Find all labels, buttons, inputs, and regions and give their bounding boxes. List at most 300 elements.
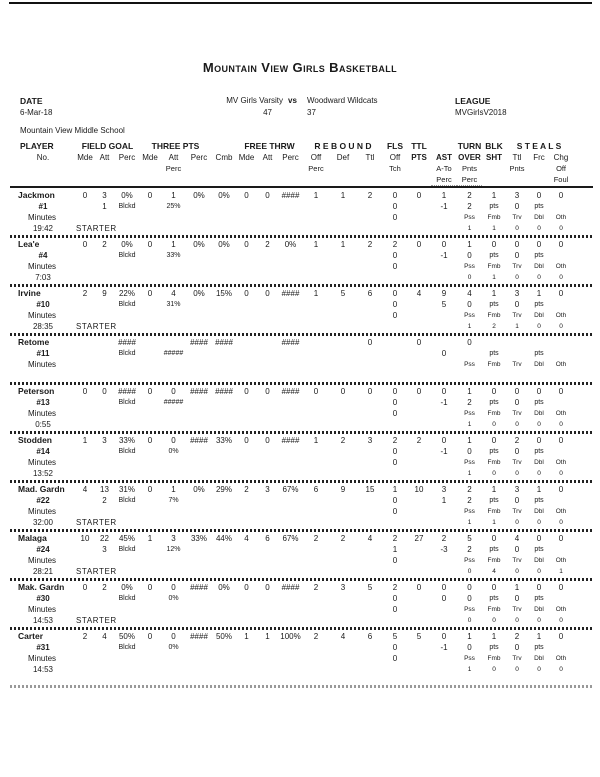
turnover-kind-label: Dbl [534, 459, 544, 466]
player-name: Carter [18, 631, 44, 641]
fouls-tertiary: 0 [392, 654, 398, 663]
stat-cell: 0 [244, 191, 249, 200]
col-over-pnts: Pnts [461, 164, 477, 173]
stat-cell: 100% [280, 632, 301, 641]
stat-cell: 0 [147, 240, 153, 249]
stat-cell: 0 [514, 240, 520, 249]
turnover-kind-label: Trv [512, 459, 522, 466]
turnover-kind-value: 1 [467, 421, 472, 428]
col-over-perc: Perc [457, 174, 482, 186]
stat-cell: 1 [536, 632, 542, 641]
turnover-kind-value: 0 [537, 323, 541, 330]
stat-cell: 0 [147, 583, 153, 592]
blocked-label: Blckd [118, 497, 136, 504]
player-row-time [10, 370, 600, 381]
turnover-kind-value: 0 [559, 421, 563, 428]
col-stl-pnts: Pnts [509, 164, 525, 173]
stat-cell: 1 [491, 485, 497, 494]
fouls-tertiary: 0 [392, 311, 398, 320]
stat-cell: 0 [416, 240, 422, 249]
player-name: Mad. Gardn [18, 484, 65, 494]
player-row-main [10, 386, 600, 397]
col-rebound: R E B O U N D [314, 141, 372, 151]
row-separator [10, 431, 593, 434]
stat-cell: 0 [416, 191, 422, 200]
stat-cell: 2 [102, 240, 107, 249]
assist-to-ratio: -1 [440, 398, 448, 407]
stat-cell: 0 [82, 191, 88, 200]
row-separator [10, 578, 593, 581]
col-label: Perc [190, 153, 208, 162]
stat-cell: 4 [102, 632, 107, 641]
col-3pt-att-perc: Perc [165, 164, 182, 173]
stat-cell: 2 [244, 485, 249, 494]
stat-cell: 0 [558, 289, 564, 298]
turnover-kind-label: Pss [464, 410, 475, 417]
page-title: Mountain View Girls Basketball [202, 60, 398, 75]
turnover-kind-value: 0 [492, 470, 496, 477]
stat-cell: #### [281, 289, 300, 298]
stat-cell: 0 [82, 387, 88, 396]
player-name: Jackmon [18, 190, 55, 200]
stat-cell: 22% [118, 289, 135, 298]
turnover-points: 0 [467, 447, 472, 456]
stat-cell: 1 [467, 436, 472, 445]
player-name: Malaga [18, 533, 47, 543]
blk-pts-label: pts [489, 448, 499, 455]
stat-cell: #### [281, 191, 300, 200]
turnover-kind-value: 0 [559, 323, 563, 330]
stat-cell: 15% [215, 289, 232, 298]
minutes-label: Minutes [28, 360, 57, 369]
row-separator [10, 235, 593, 238]
turnover-kind-value: 0 [492, 666, 496, 673]
turnover-kind-label: Pss [464, 557, 475, 564]
stat-cell: 0 [367, 387, 373, 396]
turnover-kind-label: Fmb [487, 655, 501, 662]
vs-label: vs [288, 96, 297, 105]
assist-to-ratio: -3 [440, 545, 448, 554]
player-row-time [10, 664, 600, 675]
turnover-kind-value: 1 [492, 225, 496, 232]
attempt-perc: 0% [168, 644, 179, 651]
stat-cell: 2 [441, 534, 447, 543]
stat-cell: 0 [244, 436, 249, 445]
stat-cell: 0% [121, 240, 133, 249]
blk-pts-label: pts [489, 546, 499, 553]
stat-cell: 1 [265, 632, 270, 641]
home-score: 47 [263, 108, 272, 117]
turnover-kind-value: 0 [559, 274, 563, 281]
stat-cell: 0 [392, 289, 398, 298]
steal-points: 0 [514, 398, 520, 407]
player-row-detail [10, 495, 600, 506]
stat-cell: 0% [193, 485, 205, 494]
turnover-kind-value: 2 [492, 323, 496, 330]
starter-label: STARTER [76, 224, 117, 233]
turnover-kind-label: Oth [555, 410, 567, 417]
starter-label: STARTER [76, 567, 117, 576]
player-row-minutes [10, 506, 600, 517]
player-row-time [10, 321, 600, 332]
stat-cell: 2 [313, 632, 319, 641]
stat-cell: 0 [367, 338, 373, 347]
stat-cell: 0 [147, 632, 153, 641]
stat-cell: 1 [171, 191, 176, 200]
stat-cell: 4 [82, 485, 88, 494]
stat-cell: 0% [218, 583, 230, 592]
stat-cell: 0 [467, 583, 472, 592]
blocked-label: Blckd [118, 350, 136, 357]
stat-cell: 0 [536, 191, 542, 200]
stat-cell: 0 [147, 485, 153, 494]
fouls-secondary: 0 [392, 251, 398, 260]
date-value: 6-Mar-18 [20, 108, 53, 117]
turnover-kind-value: 0 [537, 225, 541, 232]
turnover-kind-value: 0 [515, 666, 519, 673]
stat-cell: 0 [441, 240, 447, 249]
attempt-perc: 33% [166, 252, 181, 259]
col-fouls: FLS [386, 141, 404, 151]
turnover-kind-value: 0 [537, 421, 541, 428]
col-fls-tch: Tch [389, 164, 401, 173]
stat-cell: 15 [365, 485, 375, 494]
stat-cell: #### [190, 632, 208, 641]
steal-points: 0 [514, 545, 520, 554]
blk-pts-label: pts [489, 399, 499, 406]
assist-to-ratio: 0 [441, 594, 447, 603]
col-label: OVER [458, 153, 481, 162]
blk-pts-label: pts [489, 497, 499, 504]
turnover-kind-label: Dbl [534, 312, 544, 319]
stat-cell: 0 [416, 583, 422, 592]
col-free-throw: FREE THRW [244, 141, 295, 151]
stat-cell: 2 [313, 534, 319, 543]
col-label: Mde [142, 153, 158, 162]
stat-cell: 5 [367, 583, 373, 592]
turnover-kind-label: Dbl [534, 361, 544, 368]
turnover-kind-label: Dbl [534, 263, 544, 270]
stat-cell: 5 [340, 289, 346, 298]
frc-pts-label: pts [534, 546, 544, 553]
stat-cell: 0 [82, 240, 88, 249]
stat-cell: 0 [558, 632, 564, 641]
attempt-perc: 31% [166, 301, 181, 308]
player-name: Stodden [18, 435, 52, 445]
col-label: PTS [411, 153, 427, 162]
player-row-minutes [10, 653, 600, 664]
stat-cell: 0 [147, 387, 153, 396]
player-row-detail [10, 642, 600, 653]
stat-cell: 0% [193, 240, 205, 249]
stat-cell: 10 [80, 534, 90, 543]
turnover-kind-label: Fmb [487, 557, 501, 564]
stat-cell: 0 [558, 534, 564, 543]
frc-pts-label: pts [534, 399, 544, 406]
stat-cell: 2 [340, 534, 346, 543]
turnover-kind-label: Oth [555, 361, 567, 368]
header-rule [10, 186, 593, 188]
fouls-tertiary: 0 [392, 556, 398, 565]
blocked-label: Blckd [118, 644, 136, 651]
stat-cell: 0 [147, 289, 153, 298]
stat-cell: 2 [514, 632, 520, 641]
stat-cell: 0 [171, 632, 176, 641]
turnover-points: 2 [467, 202, 472, 211]
turnover-kind-value: 0 [537, 568, 541, 575]
player-row-time [10, 223, 600, 234]
blocked-label: Blckd [118, 399, 136, 406]
player-row-detail [10, 348, 600, 359]
blk-pts-label: pts [489, 252, 499, 259]
stat-cell: 67% [282, 534, 299, 543]
stat-cell: 31% [118, 485, 135, 494]
turnover-kind-label: Dbl [534, 557, 544, 564]
stat-cell: #### [281, 583, 300, 592]
attempt-perc: 25% [166, 203, 181, 210]
player-row-detail [10, 397, 600, 408]
turnover-points: 2 [467, 398, 472, 407]
player-number: #10 [36, 300, 50, 309]
stat-cell: 0% [218, 240, 230, 249]
stat-cell: #### [118, 387, 136, 396]
stat-cell: 1 [171, 240, 176, 249]
stat-cell: 1 [313, 289, 319, 298]
blocked-label: Blckd [118, 448, 136, 455]
attempt-perc: 0% [168, 595, 179, 602]
col-label: Cmb [215, 153, 233, 162]
col-label: Mde [238, 153, 255, 162]
stat-cell: 0 [558, 583, 564, 592]
turnover-kind-label: Trv [512, 606, 522, 613]
stat-cell: 0 [491, 534, 497, 543]
turnover-kind-label: Fmb [487, 361, 501, 368]
stat-cell: 1 [392, 485, 398, 494]
assist-to-ratio: -1 [440, 251, 448, 260]
turnover-kind-value: 0 [515, 568, 519, 575]
turnover-kind-label: Fmb [487, 508, 501, 515]
turnover-kind-label: Trv [512, 655, 522, 662]
turnover-kind-value: 1 [467, 225, 472, 232]
stat-cell: 1 [491, 191, 497, 200]
turnover-kind-value: 1 [467, 470, 472, 477]
stat-cell: 1 [536, 289, 542, 298]
turnover-kind-value: 1 [467, 519, 472, 526]
stat-cell: 4 [416, 289, 422, 298]
col-reb-off-perc: Perc [308, 164, 324, 173]
turnover-points: 2 [467, 545, 472, 554]
stat-cell: 6 [265, 534, 270, 543]
minutes-label: Minutes [28, 605, 57, 614]
fouls-secondary: 0 [392, 300, 398, 309]
turnover-kind-label: Trv [512, 410, 522, 417]
minutes-value: 7:03 [35, 273, 51, 282]
stat-cell: 2 [367, 240, 373, 249]
starter-label: STARTER [76, 518, 117, 527]
stat-cell: 0 [244, 583, 249, 592]
blk-pts-label: pts [489, 350, 499, 357]
player-row-minutes [10, 457, 600, 468]
league-value: MVGirlsV2018 [455, 108, 507, 117]
stat-cell: #### [281, 436, 300, 445]
fouls-tertiary: 0 [392, 213, 398, 222]
fouls-secondary: 1 [392, 545, 398, 554]
stat-cell: 1 [441, 191, 447, 200]
turnover-kind-value: 0 [467, 568, 472, 575]
fouls-secondary: 0 [392, 398, 398, 407]
frc-pts-label: pts [534, 203, 544, 210]
player-row-detail [10, 446, 600, 457]
player-row-minutes [10, 261, 600, 272]
top-rule [9, 2, 592, 4]
turnover-kind-label: Fmb [487, 263, 501, 270]
col-player: PLAYER [20, 141, 54, 151]
frc-pts-label: pts [534, 252, 544, 259]
turnover-kind-label: Oth [555, 606, 567, 613]
minutes-label: Minutes [28, 458, 57, 467]
player-row-main [10, 190, 600, 201]
turnover-kind-value: 0 [537, 519, 541, 526]
frc-pts-label: pts [534, 497, 544, 504]
player-row-time [10, 615, 600, 626]
date-label: DATE [20, 96, 43, 106]
turnover-kind-value: 1 [467, 666, 472, 673]
stat-cell: 10 [414, 485, 424, 494]
col-label: Ttl [365, 153, 375, 162]
attempt-perc: ##### [163, 350, 184, 357]
minutes-label: Minutes [28, 213, 57, 222]
minutes-value: 0:55 [35, 420, 51, 429]
player-name: Irvine [18, 288, 41, 298]
turnover-points: 0 [467, 300, 472, 309]
stat-cell: 0% [193, 289, 205, 298]
stat-cell: 1 [313, 436, 319, 445]
stat-cell: 0 [558, 436, 564, 445]
blk-pts-label: pts [489, 644, 499, 651]
stat-cell: 0 [265, 289, 270, 298]
stat-cell: 1 [171, 485, 176, 494]
col-label: Off [389, 153, 401, 162]
col-field-goal: FIELD GOAL [81, 141, 134, 151]
player-row-detail [10, 544, 600, 555]
turnover-kind-label: Pss [464, 214, 475, 221]
col-label: Att [99, 153, 110, 162]
stat-cell: 0 [491, 240, 497, 249]
stat-cell: 0 [171, 583, 176, 592]
col-label: Frc [533, 153, 545, 162]
blocked-label: Blckd [118, 301, 136, 308]
header-row-cols [10, 152, 600, 163]
stat-cell: 1 [467, 240, 472, 249]
stat-cell: 0% [218, 191, 230, 200]
stat-cell: 44% [215, 534, 232, 543]
home-team: MV Girls Varsity [226, 96, 283, 105]
stat-cell: 50% [118, 632, 135, 641]
assist-to-ratio: 5 [441, 300, 447, 309]
col-label: Perc [118, 153, 136, 162]
stat-cell: 2 [313, 583, 319, 592]
turnover-kind-label: Pss [464, 655, 475, 662]
col-chg-foul: Foul [553, 175, 569, 184]
attempt-perc: 7% [168, 497, 179, 504]
stat-cell: 0 [82, 583, 88, 592]
stat-cell: 2 [514, 436, 520, 445]
minutes-value: 28:35 [32, 322, 54, 331]
player-row-detail [10, 299, 600, 310]
blk-pts-label: pts [489, 301, 499, 308]
player-row-main [10, 484, 600, 495]
box-score-table [10, 141, 600, 689]
stat-cell: 0 [467, 338, 472, 347]
stat-cell: #### [118, 338, 136, 347]
fouls-secondary: 0 [392, 496, 398, 505]
fouls-tertiary: 0 [392, 262, 398, 271]
header-row-sub3 [10, 163, 600, 174]
stat-cell: 2 [102, 583, 107, 592]
stat-cell: 0 [536, 240, 542, 249]
fouls-secondary: 0 [392, 643, 398, 652]
stat-cell: 0 [536, 534, 542, 543]
stat-cell: #### [281, 338, 300, 347]
turnover-kind-label: Pss [464, 312, 475, 319]
frc-pts-label: pts [534, 595, 544, 602]
turnover-kind-value: 0 [559, 617, 563, 624]
stat-cell: 2 [467, 485, 472, 494]
stat-cell: #### [190, 387, 208, 396]
minutes-value: 28:21 [32, 567, 54, 576]
row-separator [10, 382, 593, 385]
fouls-tertiary: 0 [392, 507, 398, 516]
turnover-kind-label: Trv [512, 508, 522, 515]
player-number: #13 [36, 398, 50, 407]
fouls-tertiary: 0 [392, 605, 398, 614]
player-row-main [10, 337, 600, 348]
stat-cell: 1 [467, 387, 472, 396]
col-label: Att [168, 153, 179, 162]
blk-pts-label: pts [489, 595, 499, 602]
turnover-kind-value: 0 [467, 617, 472, 624]
stat-cell: 0 [514, 387, 520, 396]
turnover-kind-value: 0 [492, 617, 496, 624]
stat-cell: 67% [282, 485, 299, 494]
minutes-value: 19:42 [32, 224, 54, 233]
turnover-kind-value: 0 [515, 274, 519, 281]
col-label: Def [336, 153, 350, 162]
stat-cell: 2 [82, 289, 88, 298]
stat-cell: 22 [100, 534, 109, 543]
league-label: LEAGUE [455, 96, 491, 106]
bottom-separator [10, 685, 593, 688]
stat-cell: 0 [558, 240, 564, 249]
row-separator [10, 284, 593, 287]
stat-cell: 1 [340, 191, 346, 200]
stat-cell: 0 [265, 583, 270, 592]
player-row-minutes [10, 555, 600, 566]
stat-cell: 45% [118, 534, 135, 543]
turnover-kind-value: 0 [492, 421, 496, 428]
fouls-secondary: 0 [392, 447, 398, 456]
turnover-kind-label: Trv [512, 361, 522, 368]
stat-cell: 1 [340, 240, 346, 249]
stat-cell: 0 [147, 436, 153, 445]
stat-cell: 5 [392, 632, 398, 641]
turnover-kind-value: 1 [515, 323, 519, 330]
stat-cell: 0 [536, 583, 542, 592]
turnover-kind-value: 0 [515, 421, 519, 428]
stat-cell: 33% [190, 534, 207, 543]
stat-cell: 0 [244, 387, 249, 396]
turnover-kind-label: Pss [464, 459, 475, 466]
